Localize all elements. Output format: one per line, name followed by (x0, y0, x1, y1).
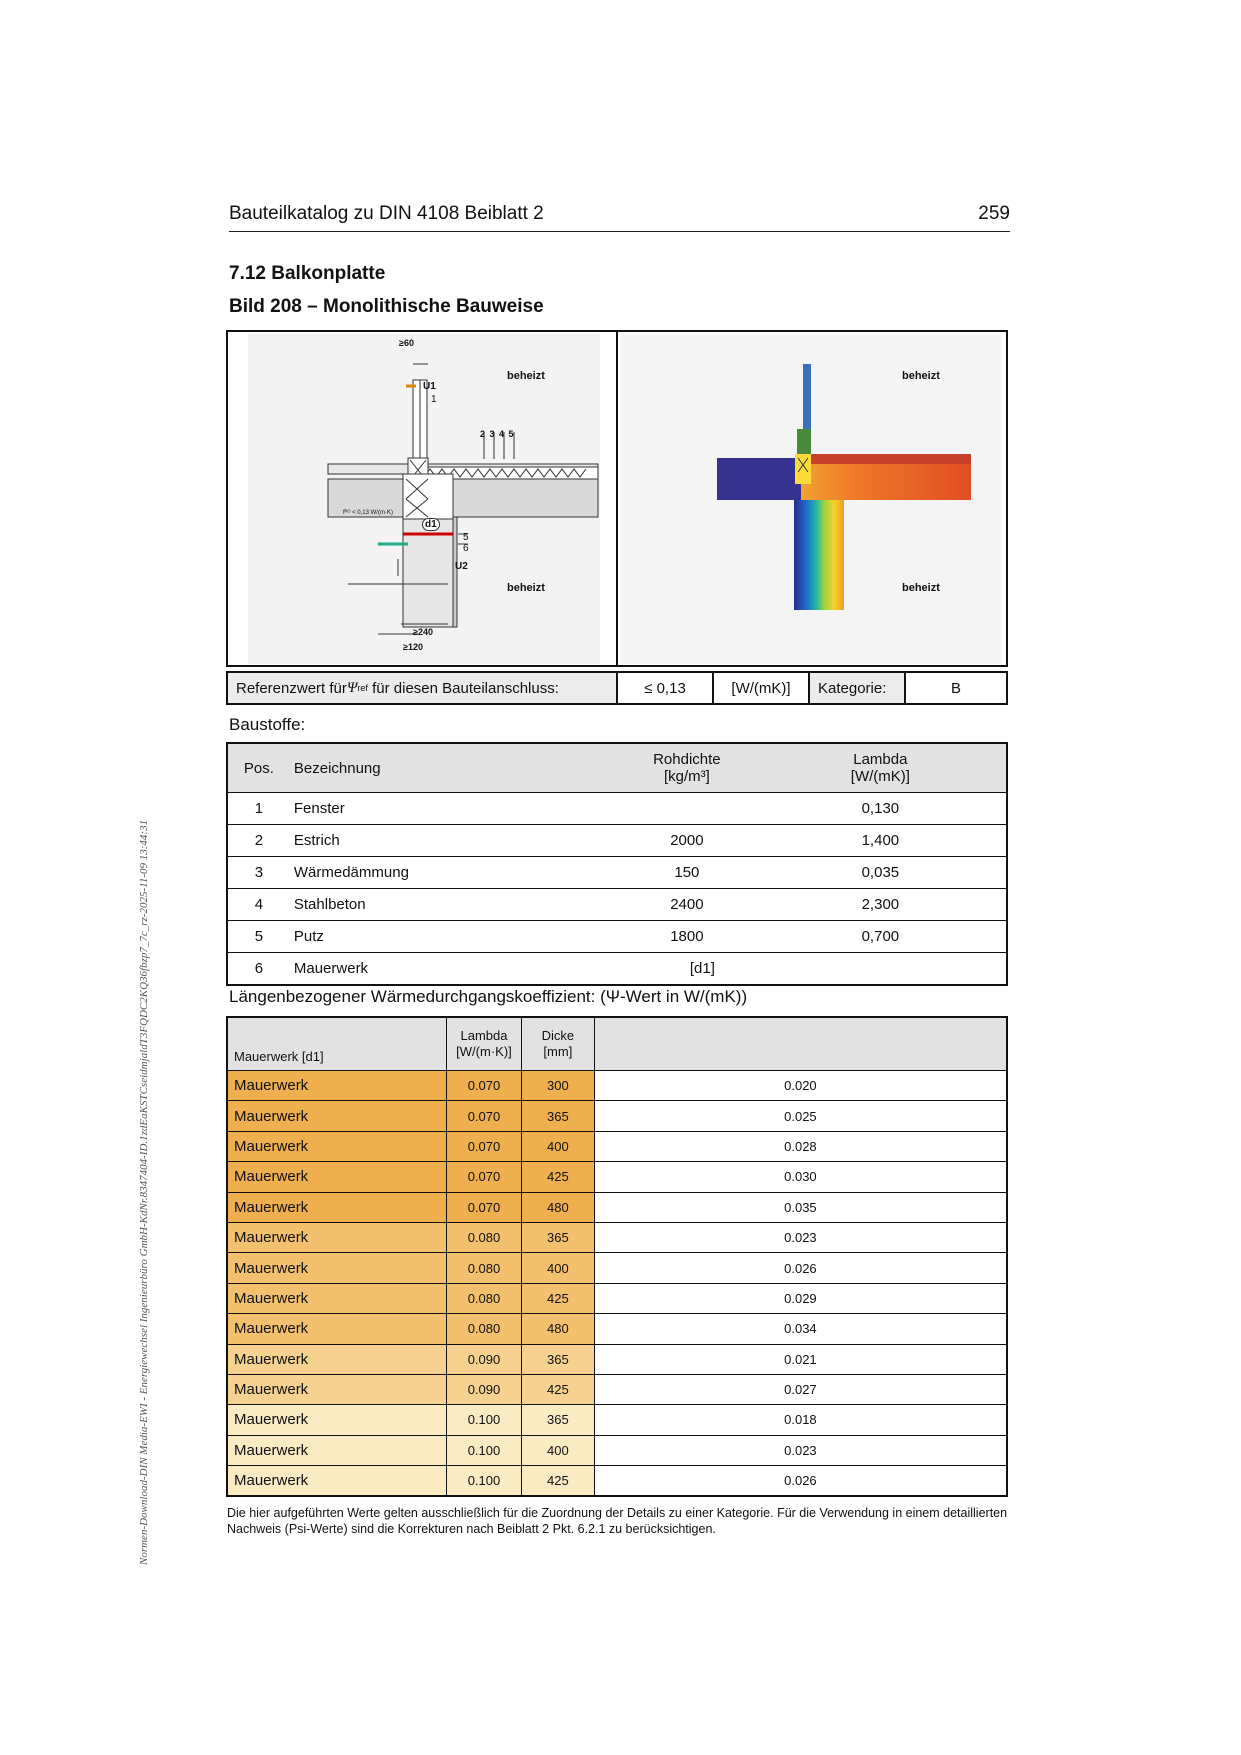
cell-mauerwerk: Mauerwerk (227, 1253, 447, 1283)
cell-mauerwerk: Mauerwerk (227, 1192, 447, 1222)
cell-dicke: 365 (521, 1344, 594, 1374)
psi-row (227, 1131, 1007, 1161)
cell-rohdichte: 2400 (619, 889, 755, 921)
sidebar-watermark: Normen-Download-DIN Media-EWI - Energiewechsel Ingenieurbüro GmbH-KdNr.8347404-ID.1zdEaKSTCseidmjaldT3FQDC2KQ36fbzp7_7c_rz-2025-11-09 13:44:31 (138, 819, 150, 1565)
cell-bezeichnung: Fenster (290, 793, 619, 825)
label-beheizt-bottom-right: beheizt (902, 582, 940, 594)
label-pos-1: 1 (431, 394, 437, 405)
psi-row (227, 1101, 1007, 1131)
cell-lambda: 2,300 (755, 889, 1007, 921)
psi-row (227, 1162, 1007, 1192)
cell-dicke: 400 (521, 1435, 594, 1465)
psi-header-row (227, 1017, 1007, 1071)
psi-row (227, 1222, 1007, 1252)
cell-mauerwerk: Mauerwerk (227, 1101, 447, 1131)
psi-row (227, 1314, 1007, 1344)
category-value: B (904, 671, 1008, 705)
label-pos-2-5: 2 3 4 5 (480, 429, 514, 439)
materials-row (227, 889, 1007, 921)
cell-psi-lambda: 0.070 (447, 1101, 522, 1131)
dim-240: ≥240 (413, 627, 433, 637)
cell-mauerwerk: Mauerwerk (227, 1071, 447, 1101)
cell-psi-lambda: 0.100 (447, 1405, 522, 1435)
cell-dicke: 425 (521, 1466, 594, 1497)
cell-extra: [d1] (689, 960, 715, 977)
materials-row (227, 825, 1007, 857)
cell-psi-lambda: 0.070 (447, 1131, 522, 1161)
label-pos-5: 5 (463, 532, 469, 543)
psi-row (227, 1405, 1007, 1435)
reference-value: ≤ 0,13 (616, 671, 714, 705)
cell-bezeichnung: Mauerwerk [d1] (290, 953, 619, 986)
reference-unit: [W/(mK)] (712, 671, 810, 705)
materials-row (227, 953, 1007, 986)
cell-rohdichte: 150 (619, 857, 755, 889)
cell-bezeichnung: Wärmedämmung (290, 857, 619, 889)
cell-psi: 0.020 (594, 1071, 1007, 1101)
materials-row (227, 921, 1007, 953)
dim-60: ≥60 (399, 338, 414, 348)
cell-mauerwerk: Mauerwerk (227, 1283, 447, 1313)
cell-psi: 0.029 (594, 1283, 1007, 1313)
cell-mauerwerk: Mauerwerk (227, 1131, 447, 1161)
cell-lambda: 0,130 (755, 793, 1007, 825)
cell-dicke: 480 (521, 1314, 594, 1344)
cell-pos: 6 (227, 953, 290, 986)
footnote: Die hier aufgeführten Werte gelten ausschließlich für die Zuordnung der Details zu einer Kategorie. Für die Verwendung in einem detaillierten Nachweis (Psi-Werte) sind die Korrekturen nach Beiblatt 2 Pkt. 6.2.1 zu berücksichtigen. (227, 1506, 1008, 1536)
cell-psi-lambda: 0.090 (447, 1374, 522, 1404)
psi-row (227, 1253, 1007, 1283)
psi-table (226, 1016, 1008, 1497)
header-rule (229, 231, 1010, 232)
cell-psi-lambda: 0.090 (447, 1344, 522, 1374)
thermal-simulation-image (621, 334, 1001, 664)
cell-dicke: 425 (521, 1283, 594, 1313)
psi-row (227, 1283, 1007, 1313)
label-u2: U2 (455, 561, 468, 572)
cell-psi: 0.021 (594, 1344, 1007, 1374)
figure-title: Bild 208 – Monolithische Bauweise (229, 296, 544, 317)
cell-psi: 0.034 (594, 1314, 1007, 1344)
cell-pos: 4 (227, 889, 290, 921)
section-heading: 7.12 Balkonplatte (229, 263, 386, 284)
cell-dicke: 425 (521, 1374, 594, 1404)
materials-row (227, 793, 1007, 825)
cell-lambda (755, 953, 1007, 986)
baustoffe-heading: Baustoffe: (229, 715, 306, 734)
page-number: 259 (978, 203, 1010, 224)
col-psi-lambda: Lambda [W/(m·K)] (447, 1017, 522, 1071)
cell-pos: 1 (227, 793, 290, 825)
dim-120: ≥120 (403, 642, 423, 652)
cell-psi-lambda: 0.080 (447, 1253, 522, 1283)
label-beheizt-top-right: beheizt (902, 370, 940, 382)
cell-psi-lambda: 0.100 (447, 1466, 522, 1497)
cell-psi: 0.023 (594, 1435, 1007, 1465)
cell-rohdichte (619, 953, 755, 986)
cell-psi-lambda: 0.100 (447, 1435, 522, 1465)
cell-dicke: 425 (521, 1162, 594, 1192)
psi-row (227, 1374, 1007, 1404)
cell-psi-lambda: 0.070 (447, 1192, 522, 1222)
psi-subscript: ref (357, 683, 368, 693)
cell-lambda: 0,700 (755, 921, 1007, 953)
category-label: Kategorie: (808, 671, 906, 705)
cell-lambda: 1,400 (755, 825, 1007, 857)
cell-mauerwerk: Mauerwerk (227, 1344, 447, 1374)
cell-bezeichnung: Stahlbeton (290, 889, 619, 921)
cell-lambda: 0,035 (755, 857, 1007, 889)
cell-psi-lambda: 0.070 (447, 1071, 522, 1101)
cell-dicke: 300 (521, 1071, 594, 1101)
cell-pos: 5 (227, 921, 290, 953)
label-u1: U1 (423, 381, 436, 392)
psi-table-heading: Längenbezogener Wärmedurchgangskoeffizient: (Ψ-Wert in W/(mK)) (229, 987, 748, 1006)
cell-mauerwerk: Mauerwerk (227, 1374, 447, 1404)
col-psi-value (594, 1017, 1007, 1071)
cell-rohdichte (619, 793, 755, 825)
label-pos-6: 6 (463, 543, 469, 554)
col-rohdichte: Rohdichte [kg/m³] (619, 743, 755, 793)
cell-dicke: 480 (521, 1192, 594, 1222)
cell-bezeichnung: Estrich (290, 825, 619, 857)
label-beheizt-top-left: beheizt (507, 370, 545, 382)
col-bezeichnung: Bezeichnung (290, 743, 619, 793)
col-pos: Pos. (227, 743, 290, 793)
psi-row (227, 1071, 1007, 1101)
psi-row (227, 1344, 1007, 1374)
cell-psi: 0.023 (594, 1222, 1007, 1252)
label-psi-small: fᴿᴼ < 0,13 W/(m·K) (343, 510, 393, 516)
cell-psi: 0.018 (594, 1405, 1007, 1435)
psi-symbol: Ψ (346, 679, 358, 696)
cell-mauerwerk: Mauerwerk (227, 1162, 447, 1192)
cell-dicke: 400 (521, 1253, 594, 1283)
cell-psi: 0.026 (594, 1466, 1007, 1497)
col-dicke: Dicke [mm] (521, 1017, 594, 1071)
materials-table (226, 742, 1008, 986)
col-mauerwerk: Mauerwerk [d1] (227, 1017, 447, 1071)
cell-psi-lambda: 0.080 (447, 1222, 522, 1252)
reference-label-pre: Referenzwert für (236, 679, 347, 697)
psi-row (227, 1435, 1007, 1465)
cell-dicke: 365 (521, 1405, 594, 1435)
label-beheizt-bottom-left: beheizt (507, 582, 545, 594)
col-lambda: Lambda [W/(mK)] (755, 743, 1007, 793)
cell-dicke: 400 (521, 1131, 594, 1161)
materials-row (227, 857, 1007, 889)
running-header-title: Bauteilkatalog zu DIN 4108 Beiblatt 2 (229, 203, 544, 224)
materials-header-row (227, 743, 1007, 793)
psi-row (227, 1466, 1007, 1497)
cell-mauerwerk: Mauerwerk (227, 1466, 447, 1497)
cell-psi: 0.026 (594, 1253, 1007, 1283)
cell-mauerwerk: Mauerwerk (227, 1314, 447, 1344)
cell-psi: 0.030 (594, 1162, 1007, 1192)
cell-mauerwerk: Mauerwerk (227, 1405, 447, 1435)
cell-psi: 0.028 (594, 1131, 1007, 1161)
cell-psi-lambda: 0.080 (447, 1283, 522, 1313)
cell-pos: 3 (227, 857, 290, 889)
cell-rohdichte: 2000 (619, 825, 755, 857)
reference-label (226, 671, 618, 705)
cell-psi-lambda: 0.070 (447, 1162, 522, 1192)
cell-bezeichnung: Putz (290, 921, 619, 953)
figure-divider (616, 330, 618, 667)
cell-mauerwerk: Mauerwerk (227, 1222, 447, 1252)
cell-psi: 0.027 (594, 1374, 1007, 1404)
cell-psi: 0.035 (594, 1192, 1007, 1222)
cell-dicke: 365 (521, 1222, 594, 1252)
cell-dicke: 365 (521, 1101, 594, 1131)
cell-psi-lambda: 0.080 (447, 1314, 522, 1344)
reference-label-post: für diesen Bauteilanschluss: (367, 679, 559, 697)
label-d1: d1 (422, 518, 440, 531)
reference-row (226, 671, 1008, 705)
cell-pos: 2 (227, 825, 290, 857)
cell-rohdichte: 1800 (619, 921, 755, 953)
cell-psi: 0.025 (594, 1101, 1007, 1131)
cell-mauerwerk: Mauerwerk (227, 1435, 447, 1465)
psi-row (227, 1192, 1007, 1222)
